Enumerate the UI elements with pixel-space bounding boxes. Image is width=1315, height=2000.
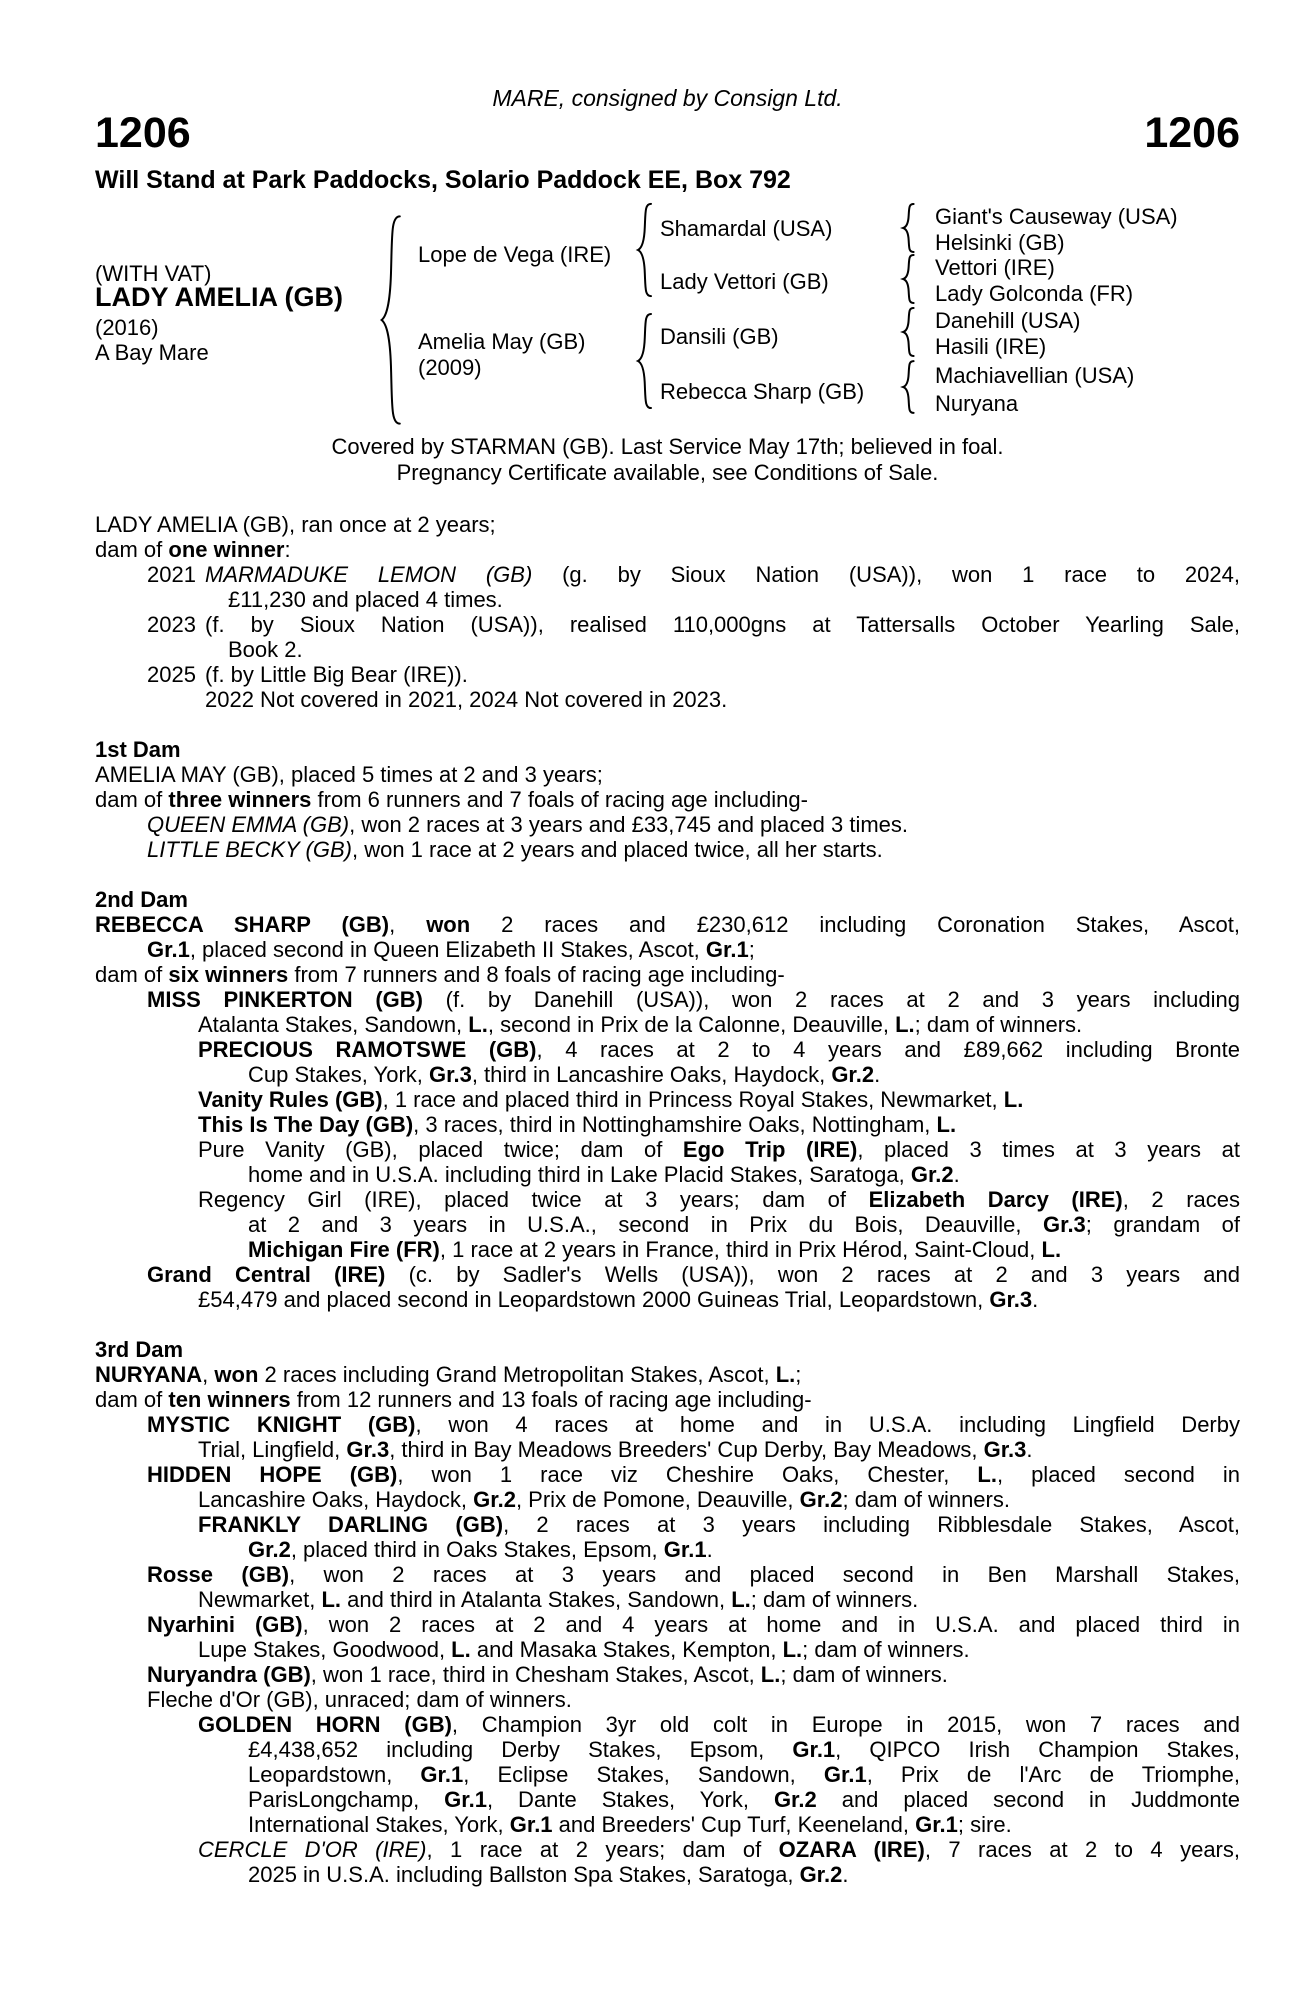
record-line xyxy=(95,887,1240,912)
record-text: 2022 Not covered in 2021, 2024 Not covered in 2023. xyxy=(205,687,728,712)
record-line xyxy=(205,687,1240,712)
record-text: 2025 in U.S.A. including Ballston Spa Stakes, Saratoga, xyxy=(248,1862,800,1887)
record-text: FRANKLY DARLING (GB) xyxy=(198,1512,504,1537)
record-line xyxy=(95,1337,1240,1362)
record-text: Gr.1 xyxy=(509,1812,553,1837)
record-text: ; dam of winners. xyxy=(802,1637,970,1662)
record-text: , won 1 race viz Cheshire Oaks, Chester, xyxy=(397,1462,978,1487)
record-line xyxy=(198,1287,1240,1312)
record-line xyxy=(198,1512,1240,1537)
record-text: AMELIA MAY (GB), placed 5 times at 2 and 3 years; xyxy=(95,762,603,787)
record-text: (c. by Sadler's Wells (USA)), won 2 races at 2 and 3 years and xyxy=(385,1262,1240,1287)
record-line xyxy=(198,1637,1240,1662)
mare-foaled-year: (2016) xyxy=(95,315,159,340)
record-line xyxy=(95,512,1240,537)
record-text: won xyxy=(214,1362,259,1387)
record-text: L. xyxy=(468,1012,488,1037)
produce-year: 2025 xyxy=(147,662,196,687)
record-line xyxy=(147,987,1240,1012)
record-line xyxy=(147,1262,1240,1287)
record-text: HIDDEN HOPE (GB) xyxy=(147,1462,398,1487)
record-text: . xyxy=(1032,1287,1039,1312)
record-text: , placed 3 times at 3 years at xyxy=(857,1137,1240,1162)
record-line xyxy=(147,1662,1240,1687)
record-text: , won 1 race, third in Chesham Stakes, Ascot, xyxy=(310,1662,761,1687)
record-text: Gr.1 xyxy=(663,1537,707,1562)
record-line xyxy=(198,1437,1240,1462)
record-text: OZARA (IRE) xyxy=(778,1837,925,1862)
record-text: , 4 races at 2 to 4 years and £89,662 including Bronte xyxy=(536,1037,1240,1062)
record-line xyxy=(95,787,1240,812)
record-line xyxy=(228,587,1240,612)
record-line xyxy=(248,1212,1240,1237)
pedigree-g3-dam-dam: Rebecca Sharp (GB) xyxy=(660,379,865,404)
record-text: at 2 and 3 years in U.S.A., second in Prix du Bois, Deauville, xyxy=(248,1212,1043,1237)
blank-line xyxy=(95,712,1240,737)
record-text: , placed third in Oaks Stakes, Epsom, xyxy=(290,1537,664,1562)
record-text: ; xyxy=(748,937,755,962)
pedigree-g4-name: Machiavellian (USA) xyxy=(935,363,1135,388)
record-line xyxy=(95,962,1240,987)
record-text: Gr.3 xyxy=(1042,1212,1086,1237)
record-line xyxy=(95,1387,1240,1412)
record-text: Gr.2 xyxy=(799,1487,843,1512)
pedigree-g4-name: Hasili (IRE) xyxy=(935,334,1047,359)
record-text: Gr.3 xyxy=(989,1287,1033,1312)
record-text: : xyxy=(284,537,291,562)
record-text: home and in U.S.A. including third in Lake Placid Stakes, Saratoga, xyxy=(248,1162,911,1187)
pregnancy-certificate-line: Pregnancy Certificate available, see Conditions of Sale. xyxy=(396,460,939,485)
record-text: three winners xyxy=(168,787,312,812)
record-text: (f. by Sioux Nation (USA)), realised 110,000gns at Tattersalls October Yearling Sale, xyxy=(205,612,1240,637)
record-text: , won 2 races at 3 years and placed second in Ben Marshall Stakes, xyxy=(289,1562,1241,1587)
pedigree-g4-name: Danehill (USA) xyxy=(935,308,1081,333)
record-text: , QIPCO Irish Champion Stakes, xyxy=(835,1737,1241,1762)
record-text: , won 4 races at home and in U.S.A. including Lingfield Derby xyxy=(415,1412,1240,1437)
record-line xyxy=(198,1012,1240,1037)
record-text: , second in Prix de la Calonne, Deauville, xyxy=(487,1012,896,1037)
produce-year: 2023 xyxy=(147,612,196,637)
race-record xyxy=(95,512,1240,1887)
record-line xyxy=(228,637,1240,662)
pedigree-brace-icon xyxy=(900,203,916,253)
record-text: Lupe Stakes, Goodwood, xyxy=(198,1637,452,1662)
record-text: , placed second in xyxy=(996,1462,1241,1487)
record-text: , 1 race and placed third in Princess Royal Stakes, Newmarket, xyxy=(382,1087,1004,1112)
record-text: won xyxy=(426,912,471,937)
pedigree-g4-name: Vettori (IRE) xyxy=(935,255,1055,280)
record-text: MYSTIC KNIGHT (GB) xyxy=(147,1412,416,1437)
record-line xyxy=(147,1412,1240,1437)
record-line xyxy=(198,1112,1240,1137)
record-line xyxy=(198,1037,1240,1062)
record-text: , placed second in Queen Elizabeth II Stakes, Ascot, xyxy=(189,937,706,962)
record-line xyxy=(248,1537,1240,1562)
record-line xyxy=(147,1562,1240,1587)
record-text: , Eclipse Stakes, Sandown, xyxy=(463,1762,824,1787)
record-text: , 2 races at 3 years including Ribblesdale Stakes, Ascot, xyxy=(503,1512,1240,1537)
record-line xyxy=(147,812,1240,837)
pedigree-g4-name: Nuryana xyxy=(935,391,1019,416)
record-text: QUEEN EMMA (GB) xyxy=(147,812,350,837)
stand-location-line: Will Stand at Park Paddocks, Solario Paddock EE, Box 792 xyxy=(95,166,791,194)
record-text: , 7 races at 2 to 4 years, xyxy=(924,1837,1240,1862)
produce-year: 2021 xyxy=(147,562,196,587)
record-line xyxy=(248,1862,1240,1887)
record-line xyxy=(95,762,1240,787)
record-text: . xyxy=(706,1537,713,1562)
record-text: Vanity Rules (GB) xyxy=(198,1087,383,1112)
record-text: Lancashire Oaks, Haydock, xyxy=(198,1487,474,1512)
record-text: ; dam of winners. xyxy=(914,1012,1083,1037)
record-text: , Dante Stakes, York, xyxy=(486,1787,774,1812)
record-text: , Champion 3yr old colt in Europe in 2015, won 7 races and xyxy=(451,1712,1241,1737)
record-text: Gr.2 xyxy=(773,1787,817,1812)
record-text: Newmarket, xyxy=(198,1587,322,1612)
record-text: REBECCA SHARP (GB) xyxy=(95,912,390,937)
record-line xyxy=(248,1812,1240,1837)
record-text: Gr.3 xyxy=(346,1437,390,1462)
record-text: and placed second in Juddmonte xyxy=(816,1787,1240,1812)
record-text: and Breeders' Cup Turf, Keeneland, xyxy=(552,1812,916,1837)
record-text: L. xyxy=(977,1462,997,1487)
record-text: Gr.1 xyxy=(420,1762,464,1787)
record-text: , 3 races, third in Nottinghamshire Oaks, Nottingham, xyxy=(413,1112,937,1137)
record-text: , Prix de Pomone, Deauville, xyxy=(515,1487,800,1512)
record-text: CERCLE D'OR (IRE) xyxy=(198,1837,427,1862)
record-text: Atalanta Stakes, Sandown, xyxy=(198,1012,469,1037)
record-text: 2nd Dam xyxy=(95,887,188,912)
pedigree-g4-name: Lady Golconda (FR) xyxy=(935,281,1134,306)
record-text: Gr.2 xyxy=(473,1487,516,1512)
record-text: Nyarhini (GB) xyxy=(147,1612,303,1637)
record-text: Gr.3 xyxy=(429,1062,472,1087)
record-text: , won 2 races at 2 and 4 years at home and in U.S.A. and placed third in xyxy=(302,1612,1240,1637)
record-text: Gr.2 xyxy=(910,1162,954,1187)
record-text: Gr.2 xyxy=(831,1062,875,1087)
record-text: Ego Trip (IRE) xyxy=(682,1137,858,1162)
lot-number-right: 1206 xyxy=(1144,109,1240,157)
record-line xyxy=(248,1237,1240,1262)
record-text: Grand Central (IRE) xyxy=(147,1262,386,1287)
record-text: and Masaka Stakes, Kempton, xyxy=(470,1637,783,1662)
record-text: from 7 runners and 8 foals of racing age including- xyxy=(288,962,785,987)
pedigree-g3-sire-dam: Lady Vettori (GB) xyxy=(660,269,829,294)
lot-number-left: 1206 xyxy=(95,109,191,157)
record-line xyxy=(198,1087,1240,1112)
record-text: Pure Vanity (GB), placed twice; dam of xyxy=(198,1137,683,1162)
record-text: ; dam of winners. xyxy=(750,1587,919,1612)
record-text: L. xyxy=(321,1587,342,1612)
record-text: L. xyxy=(451,1637,471,1662)
pedigree-brace-icon xyxy=(900,254,916,304)
record-text: ; xyxy=(795,1362,802,1387)
record-text: , xyxy=(202,1362,215,1387)
record-text: , 2 races xyxy=(1122,1187,1240,1212)
record-text: MISS PINKERTON (GB) xyxy=(147,987,423,1012)
record-text: one winner xyxy=(168,537,285,562)
record-text: International Stakes, York, xyxy=(248,1812,510,1837)
record-text: from 6 runners and 7 foals of racing age including- xyxy=(311,787,808,812)
pedigree-g4-name: Helsinki (GB) xyxy=(935,230,1065,255)
record-line xyxy=(248,1737,1240,1762)
pedigree-brace-icon xyxy=(634,202,654,298)
record-text: (f. by Danehill (USA)), won 2 races at 2 and 3 years including xyxy=(422,987,1240,1012)
record-text: six winners xyxy=(168,962,289,987)
record-line xyxy=(95,912,1240,937)
covered-line: Covered by STARMAN (GB). Last Service May 17th; believed in foal. xyxy=(331,434,1004,459)
record-line xyxy=(95,737,1240,762)
record-text: ; grandam of xyxy=(1085,1212,1240,1237)
record-line xyxy=(95,1362,1240,1387)
record-line xyxy=(147,937,1240,962)
record-text: Leopardstown, xyxy=(248,1762,421,1787)
record-text: L. xyxy=(936,1112,957,1137)
record-text: Trial, Lingfield, xyxy=(198,1437,347,1462)
blank-line xyxy=(95,862,1240,887)
record-text: 3rd Dam xyxy=(95,1337,184,1362)
record-text: Gr.3 xyxy=(983,1437,1027,1462)
record-line xyxy=(147,562,1240,587)
mare-name: LADY AMELIA (GB) xyxy=(95,282,343,312)
record-text: LADY AMELIA (GB), ran once at 2 years; xyxy=(95,512,496,537)
record-text: Gr.1 xyxy=(915,1812,958,1837)
record-line xyxy=(147,837,1240,862)
record-text: 2 races and £230,612 including Coronation Stakes, Ascot, xyxy=(470,912,1240,937)
record-text: Gr.1 xyxy=(823,1762,867,1787)
record-text: This Is The Day (GB) xyxy=(198,1112,414,1137)
pedigree-sire-name: Lope de Vega (IRE) xyxy=(418,242,612,267)
record-text: Elizabeth Darcy (IRE) xyxy=(868,1187,1123,1212)
record-text: £11,230 and placed 4 times. xyxy=(228,587,503,612)
record-line xyxy=(198,1187,1240,1212)
record-text: . xyxy=(1026,1437,1033,1462)
mare-description: A Bay Mare xyxy=(95,340,209,365)
record-text: ; dam of winners. xyxy=(780,1662,948,1687)
record-line xyxy=(95,537,1240,562)
record-text: dam of xyxy=(95,1387,169,1412)
record-text: L. xyxy=(731,1587,751,1612)
record-text: , third in Bay Meadows Breeders' Cup Derby, Bay Meadows, xyxy=(389,1437,984,1462)
record-line xyxy=(248,1762,1240,1787)
record-line xyxy=(147,1612,1240,1637)
record-text: Cup Stakes, York, xyxy=(248,1062,429,1087)
blank-line xyxy=(95,1312,1240,1337)
record-text: 1st Dam xyxy=(95,737,181,762)
record-text: . xyxy=(842,1862,849,1887)
record-text: L. xyxy=(1003,1087,1024,1112)
record-text: £54,479 and placed second in Leopardstown 2000 Guineas Trial, Leopardstown, xyxy=(198,1287,990,1312)
record-text: dam of xyxy=(95,787,169,812)
record-text: LITTLE BECKY (GB) xyxy=(147,837,352,862)
record-text: L. xyxy=(775,1362,796,1387)
record-line xyxy=(248,1062,1240,1087)
record-line xyxy=(198,1487,1240,1512)
record-text: Gr.1 xyxy=(147,937,190,962)
record-line xyxy=(147,612,1240,637)
pedigree-dam-name: Amelia May (GB) xyxy=(418,329,586,354)
record-text: Gr.1 xyxy=(444,1787,487,1812)
record-text: from 12 runners and 13 foals of racing age including- xyxy=(290,1387,812,1412)
record-text: NURYANA xyxy=(95,1362,203,1387)
pedigree-brace-icon xyxy=(376,212,404,428)
record-text: dam of xyxy=(95,962,169,987)
record-text: , third in Lancashire Oaks, Haydock, xyxy=(471,1062,832,1087)
record-text: , 1 race at 2 years; dam of xyxy=(426,1837,779,1862)
record-text: L. xyxy=(1041,1237,1062,1262)
record-text: Gr.2 xyxy=(248,1537,291,1562)
record-text: , won 2 races at 3 years and £33,745 and placed 3 times. xyxy=(349,812,908,837)
record-text: , Prix de l'Arc de Triomphe, xyxy=(866,1762,1241,1787)
record-line xyxy=(198,1587,1240,1612)
record-text: GOLDEN HORN (GB) xyxy=(198,1712,452,1737)
record-text: 2 races including Grand Metropolitan Stakes, Ascot, xyxy=(258,1362,776,1387)
record-text: L. xyxy=(895,1012,915,1037)
record-text: Gr.1 xyxy=(792,1737,836,1762)
record-text: Gr.2 xyxy=(799,1862,843,1887)
consignor-line: MARE, consigned by Consign Ltd. xyxy=(492,85,843,111)
record-text: L. xyxy=(760,1662,781,1687)
record-text: PRECIOUS RAMOTSWE (GB) xyxy=(198,1037,537,1062)
record-text: L. xyxy=(782,1637,803,1662)
record-text: , 1 race at 2 years in France, third in Prix Hérod, Saint-Cloud, xyxy=(439,1237,1042,1262)
record-line xyxy=(248,1162,1240,1187)
record-text: Rosse (GB) xyxy=(147,1562,290,1587)
record-line xyxy=(198,1137,1240,1162)
record-text: ; sire. xyxy=(957,1812,1012,1837)
vat-note: (WITH VAT) xyxy=(95,261,212,286)
record-text: Book 2. xyxy=(228,637,303,662)
record-text: Regency Girl (IRE), placed twice at 3 years; dam of xyxy=(198,1187,869,1212)
record-line xyxy=(198,1837,1240,1862)
pedigree-g3-dam-sire: Dansili (GB) xyxy=(660,324,779,349)
record-text: , won 1 race at 2 years and placed twice, all her starts. xyxy=(351,837,883,862)
record-text: £4,438,652 including Derby Stakes, Epsom, xyxy=(248,1737,793,1762)
pedigree-brace-icon xyxy=(634,312,654,410)
record-text: dam of xyxy=(95,537,169,562)
pedigree-g3-sire-sire: Shamardal (USA) xyxy=(660,216,833,241)
record-text: (f. by Little Big Bear (IRE)). xyxy=(205,662,468,687)
record-text: Gr.1 xyxy=(705,937,749,962)
record-line xyxy=(147,662,1240,687)
record-text: ten winners xyxy=(168,1387,291,1412)
record-line xyxy=(198,1712,1240,1737)
record-text: Nuryandra (GB) xyxy=(147,1662,311,1687)
record-text: and third in Atalanta Stakes, Sandown, xyxy=(341,1587,732,1612)
record-line xyxy=(147,1687,1240,1712)
pedigree-brace-icon xyxy=(900,360,916,414)
record-text: ; dam of winners. xyxy=(842,1487,1010,1512)
record-text: Michigan Fire (FR) xyxy=(248,1237,440,1262)
record-text: . xyxy=(874,1062,881,1087)
pedigree-dam-year: (2009) xyxy=(418,355,482,380)
record-line xyxy=(147,1462,1240,1487)
record-text: ParisLongchamp, xyxy=(248,1787,445,1812)
record-text: MARMADUKE LEMON (GB) xyxy=(205,562,533,587)
record-text: (g. by Sioux Nation (USA)), won 1 race to 2024, xyxy=(532,562,1240,587)
record-text: . xyxy=(953,1162,960,1187)
pedigree-g4-name: Giant's Causeway (USA) xyxy=(935,204,1178,229)
pedigree-brace-icon xyxy=(900,307,916,357)
record-text: Fleche d'Or (GB), unraced; dam of winners. xyxy=(147,1687,572,1712)
record-line xyxy=(248,1787,1240,1812)
record-text: , xyxy=(389,912,427,937)
